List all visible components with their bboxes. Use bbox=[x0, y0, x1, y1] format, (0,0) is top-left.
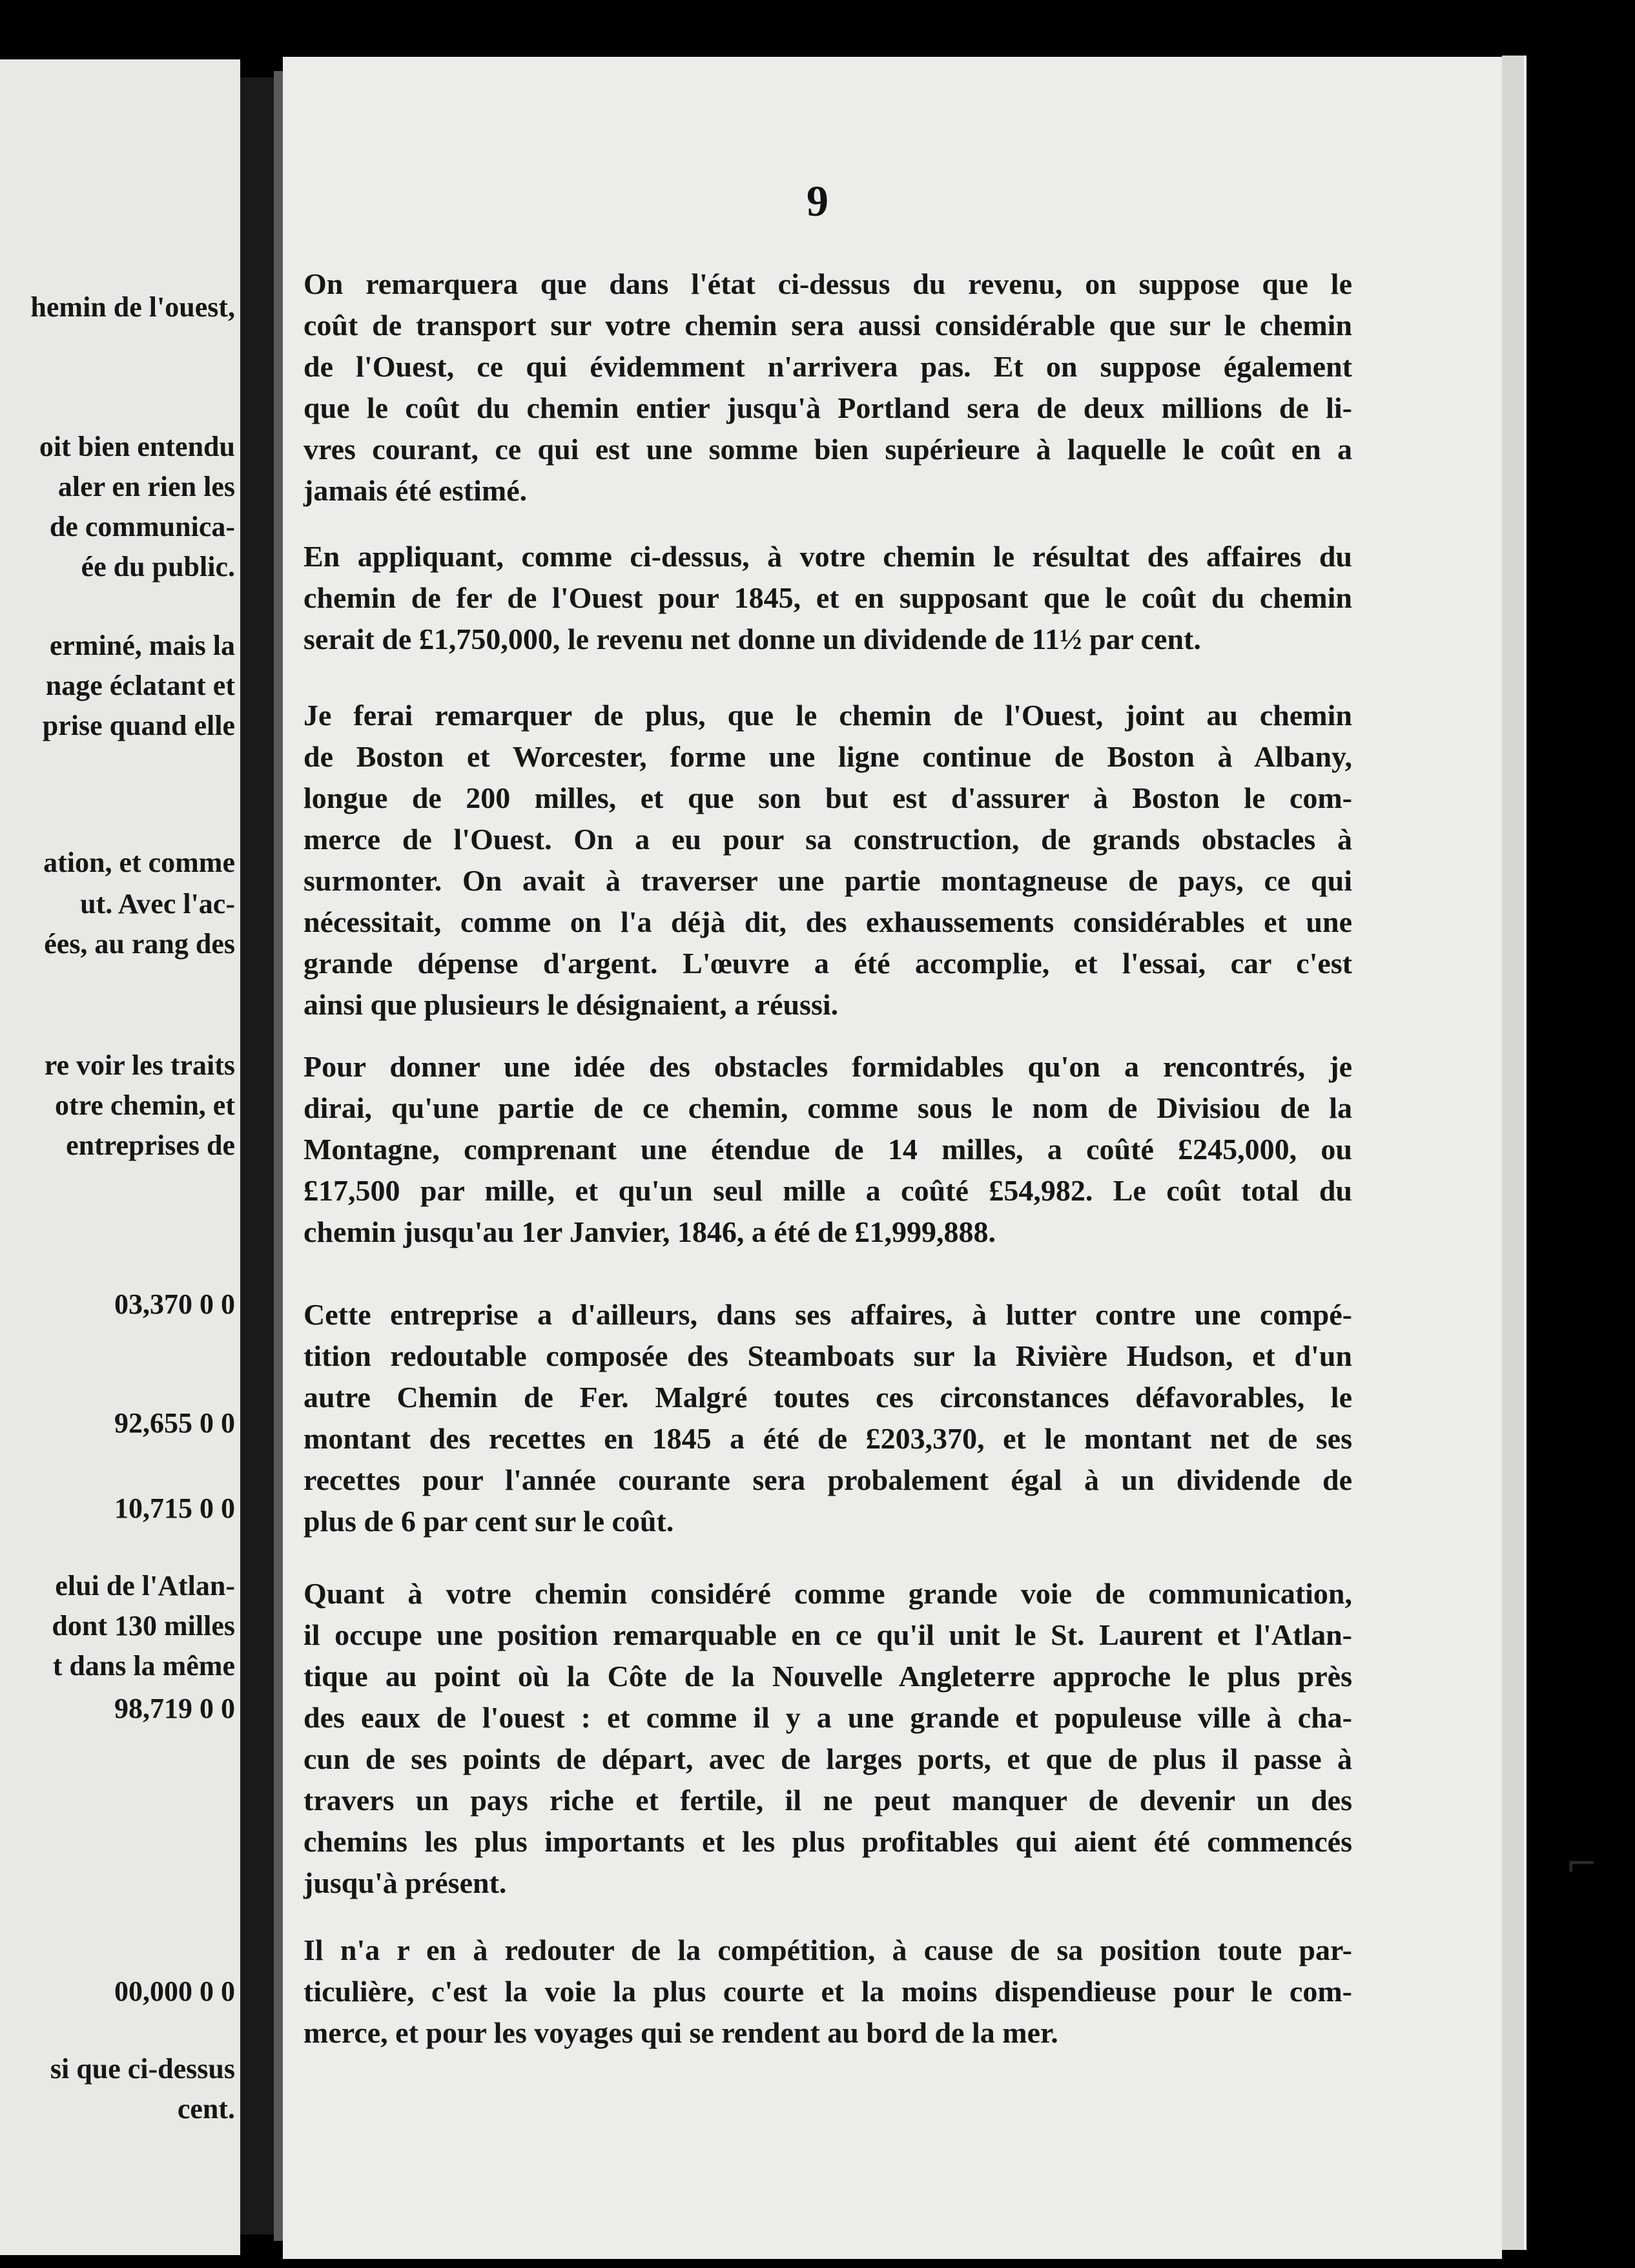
paragraph bbox=[303, 695, 1352, 1026]
text-line: des eaux de l'ouest : et comme il y a une grande et populeuse ville à cha- bbox=[303, 1701, 1352, 1734]
page-edge bbox=[1502, 56, 1527, 2250]
text-line: nécessitait, comme on l'a déjà dit, des exhaussements considérables et une bbox=[303, 905, 1352, 938]
left-text-line: ée du public. bbox=[81, 551, 235, 582]
left-text-line: 03,370 0 0 bbox=[114, 1288, 235, 1320]
paragraph bbox=[303, 263, 1352, 511]
left-text-line: elui de l'Atlan- bbox=[55, 1570, 235, 1602]
left-text-line: 92,655 0 0 bbox=[114, 1407, 235, 1439]
text-line: Il n'a r en à redouter de la compétition, à cause de sa position toute par- bbox=[303, 1933, 1352, 1966]
left-text-line: 00,000 0 0 bbox=[114, 1975, 235, 2007]
text-line: que le coût du chemin entier jusqu'à Portland sera de deux millions de li- bbox=[303, 391, 1352, 424]
text-line: merce de l'Ouest. On a eu pour sa construction, de grands obstacles à bbox=[303, 823, 1352, 856]
text-line: longue de 200 milles, et que son but est d'assurer à Boston le com- bbox=[303, 781, 1352, 814]
text-line: dirai, qu'une partie de ce chemin, comme sous le nom de Divisiou de la bbox=[303, 1091, 1352, 1124]
text-line: recettes pour l'année courante sera probalement égal à un dividende de bbox=[303, 1463, 1352, 1496]
text-line: surmonter. On avait à traverser une partie montagneuse de pays, ce qui bbox=[303, 864, 1352, 897]
text-line: Cette entreprise a d'ailleurs, dans ses affaires, à lutter contre une compé- bbox=[303, 1298, 1352, 1331]
text-line: jusqu'à présent. bbox=[303, 1866, 507, 1899]
left-text-line: prise quand elle bbox=[42, 710, 235, 741]
paragraph bbox=[303, 1930, 1352, 2054]
left-text-line: aler en rien les bbox=[57, 471, 235, 502]
text-line: Je ferai remarquer de plus, que le chemin de l'Ouest, joint au chemin bbox=[303, 699, 1352, 732]
text-line: coût de transport sur votre chemin sera aussi considérable que sur le chemin bbox=[303, 309, 1352, 342]
paragraph bbox=[303, 1573, 1352, 1904]
text-line: de l'Ouest, ce qui évidemment n'arrivera pas. Et on suppose également bbox=[303, 350, 1352, 383]
left-text-line: dont 130 milles bbox=[52, 1610, 235, 1642]
text-line: Quant à votre chemin considéré comme grande voie de communication, bbox=[303, 1577, 1352, 1610]
paragraph bbox=[303, 1294, 1352, 1542]
text-line: tition redoutable composée des Steamboats sur la Rivière Hudson, et d'un bbox=[303, 1339, 1352, 1372]
facing-page-fragment bbox=[0, 59, 240, 2255]
book-gutter bbox=[240, 77, 274, 2234]
left-text-line: re voir les traits bbox=[44, 1049, 235, 1081]
left-text-line: de communica- bbox=[49, 511, 235, 542]
text-line: jamais été estimé. bbox=[303, 474, 528, 507]
left-text-line: otre chemin, et bbox=[55, 1089, 235, 1121]
left-text-line: erminé, mais la bbox=[49, 630, 235, 661]
text-line: travers un pays riche et fertile, il ne peut manquer de devenir un des bbox=[303, 1784, 1352, 1817]
text-line: ainsi que plusieurs le désignaient, a réussi. bbox=[303, 988, 839, 1021]
left-text-line: oit bien entendu bbox=[39, 431, 235, 462]
left-text-line: ut. Avec l'ac- bbox=[80, 888, 235, 920]
text-line: montant des recettes en 1845 a été de £203,370, et le montant net de ses bbox=[303, 1422, 1352, 1455]
text-line: autre Chemin de Fer. Malgré toutes ces circonstances défavorables, le bbox=[303, 1381, 1352, 1414]
left-text-line: si que ci-dessus bbox=[50, 2053, 235, 2085]
text-line: vres courant, ce qui est une somme bien supérieure à laquelle le coût en a bbox=[303, 433, 1352, 466]
text-line: chemins les plus importants et les plus profitables qui aient été commencés bbox=[303, 1825, 1352, 1858]
text-line: En appliquant, comme ci-dessus, à votre chemin le résultat des affaires du bbox=[303, 540, 1352, 573]
left-text-line: ation, et comme bbox=[43, 847, 235, 878]
text-line: cun de ses points de départ, avec de larges ports, et que de plus il passe à bbox=[303, 1742, 1352, 1775]
text-line: serait de £1,750,000, le revenu net donne un dividende de 11½ par cent. bbox=[303, 623, 1201, 655]
text-line: Montagne, comprenant une étendue de 14 milles, a coûté £245,000, ou bbox=[303, 1133, 1352, 1166]
text-line: Pour donner une idée des obstacles formidables qu'on a rencontrés, je bbox=[303, 1050, 1352, 1083]
margin-mark: ⌐ bbox=[1565, 1842, 1598, 1887]
left-text-line: 10,715 0 0 bbox=[114, 1492, 235, 1524]
text-line: grande dépense d'argent. L'œuvre a été accomplie, et l'essai, car c'est bbox=[303, 947, 1352, 980]
text-line: On remarquera que dans l'état ci-dessus du revenu, on suppose que le bbox=[303, 267, 1352, 300]
text-line: chemin de fer de l'Ouest pour 1845, et en supposant que le coût du chemin bbox=[303, 581, 1352, 614]
gutter-shadow bbox=[274, 71, 283, 2241]
text-line: de Boston et Worcester, forme une ligne continue de Boston à Albany, bbox=[303, 740, 1352, 773]
page-number: 9 bbox=[807, 176, 828, 225]
left-text-line: t dans la même bbox=[52, 1650, 235, 1682]
left-text-line: entreprises de bbox=[66, 1129, 235, 1161]
paragraph bbox=[303, 1046, 1352, 1253]
text-line: il occupe une position remarquable en ce qu'il unit le St. Laurent et l'Atlan- bbox=[303, 1618, 1352, 1651]
text-line: merce, et pour les voyages qui se rendent au bord de la mer. bbox=[303, 2016, 1058, 2049]
left-text-line: ées, au rang des bbox=[44, 928, 235, 960]
left-text-line: cent. bbox=[177, 2093, 235, 2125]
paragraph bbox=[303, 536, 1352, 660]
text-line: £17,500 par mille, et qu'un seul mille a coûté £54,982. Le coût total du bbox=[303, 1174, 1352, 1207]
text-line: tique au point où la Côte de la Nouvelle Angleterre approche le plus près bbox=[303, 1660, 1352, 1693]
left-text-line: 98,719 0 0 bbox=[114, 1693, 235, 1724]
left-text-line: nage éclatant et bbox=[45, 670, 235, 701]
left-text-line: hemin de l'ouest, bbox=[30, 291, 235, 323]
text-line: plus de 6 par cent sur le coût. bbox=[303, 1505, 674, 1538]
text-line: chemin jusqu'au 1er Janvier, 1846, a été de £1,999,888. bbox=[303, 1215, 996, 1248]
text-line: ticulière, c'est la voie la plus courte et la moins dispendieuse pour le com- bbox=[303, 1975, 1352, 2008]
